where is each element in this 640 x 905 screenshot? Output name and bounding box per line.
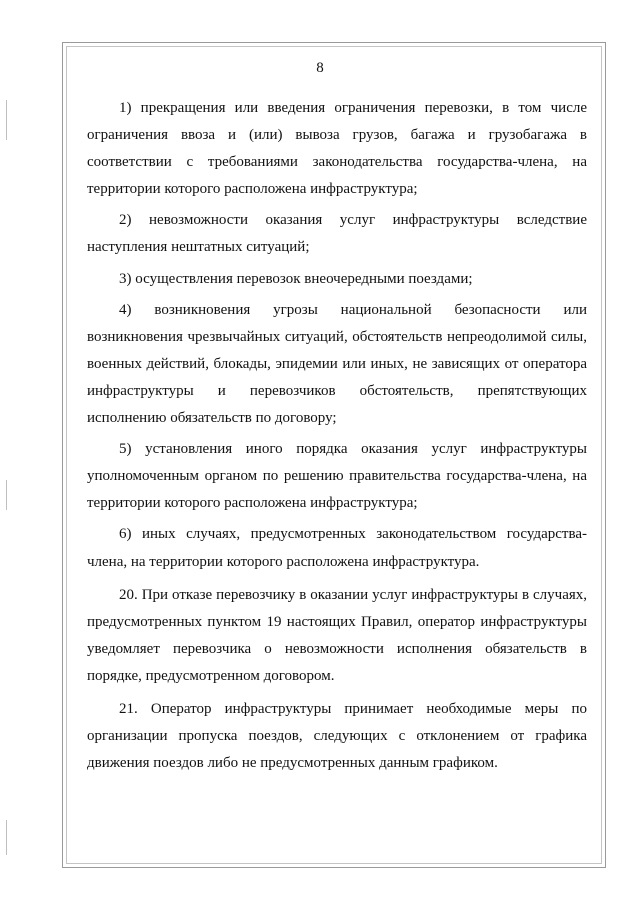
list-item-6: 6) иных случаях, предусмотренных законодательством государства-члена, на территории которого расположена инфраструктура.	[87, 526, 587, 570]
document-body	[87, 95, 587, 781]
clause-20: 20. При отказе перевозчику в оказании услуг инфраструктуры в случаях, предусмотренных пунктом 19 настоящих Правил, оператор инфраструктуры уведомляет перевозчика о невозможности исполнения обязательств в порядке, предусмотренном договором.	[87, 586, 587, 684]
scan-edge-mark	[6, 820, 7, 855]
list-item-1: 1) прекращения или введения ограничения перевозки, в том числе ограничения ввоза и (или) вывоза грузов, багажа и грузобагажа в соответствии с требованиями законодательства государства-члена, на территории которого расположена инфраструктура;	[87, 100, 587, 198]
clause-21: 21. Оператор инфраструктуры принимает необходимые меры по организации пропуска поездов, следующих с отклонением от графика движения поездов либо не предусмотренных данным графиком.	[87, 700, 587, 772]
list-item-3: 3) осуществления перевозок внеочередными поездами;	[119, 270, 473, 287]
scan-edge-mark	[6, 480, 7, 510]
page-number: 8	[316, 60, 324, 76]
list-item-4: 4) возникновения угрозы национальной безопасности или возникновения чрезвычайных ситуаций, обстоятельств непреодолимой силы, военных действий, блокады, эпидемии или иных, не зависящих от оператора инфраструктуры и перевозчиков обстоятельств, препятствующих исполнению обязательств по договору;	[87, 301, 587, 427]
scan-edge-mark	[6, 100, 7, 140]
list-item-5: 5) установления иного порядка оказания услуг инфраструктуры уполномоченным органом по решению правительства государства-члена, на территории которого расположена инфраструктура;	[87, 441, 587, 512]
list-item-2: 2) невозможности оказания услуг инфраструктуры вследствие наступления нештатных ситуаций;	[87, 212, 587, 256]
